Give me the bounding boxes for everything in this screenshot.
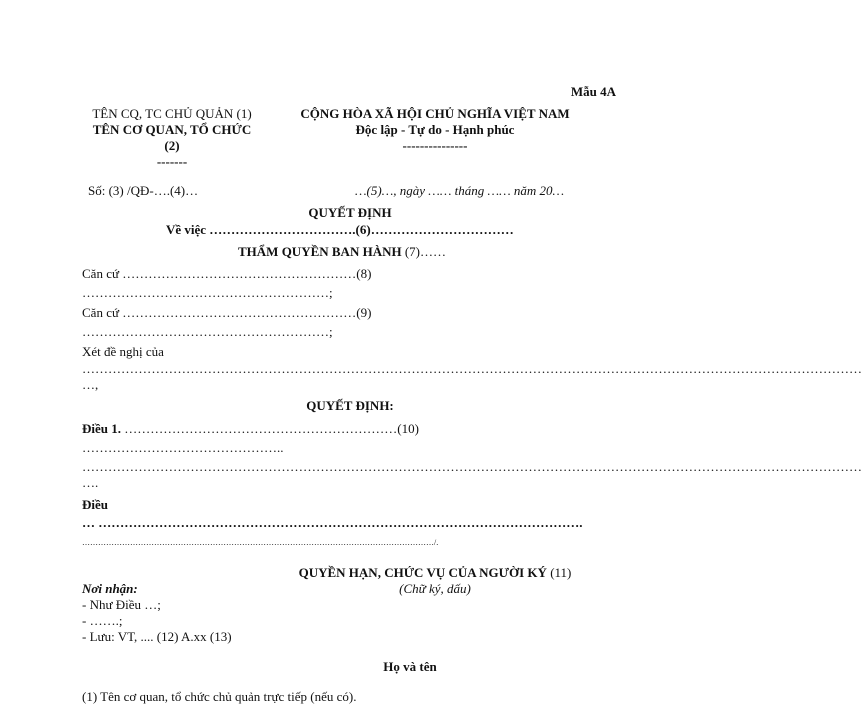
article-1-end: …. <box>82 475 99 490</box>
signer-title-text: QUYỀN HẠN, CHỨC VỤ CỦA NGƯỜI KÝ <box>298 565 547 580</box>
issuing-authority <box>238 244 446 260</box>
document-title: QUYẾT ĐỊNH <box>308 205 392 220</box>
footnote: (1) Tên cơ quan, tổ chức chủ quản trực tiếp (nếu có). <box>82 689 357 704</box>
issuing-authority-suffix: (7)…… <box>401 244 447 259</box>
legal-basis-2: Căn cứ ………………………………………………(9) <box>82 305 372 320</box>
motto-divider: --------------- <box>402 138 468 153</box>
article-label: Điều <box>82 497 108 512</box>
legal-basis-1-cont: …………………………………………………; <box>82 285 333 300</box>
recipient-item: - Lưu: VT, .... (12) A.xx (13) <box>82 629 232 644</box>
agency-name-note: (2) <box>164 138 180 153</box>
issuing-authority-label: THẨM QUYỀN BAN HÀNH <box>238 244 402 259</box>
proposal-label: Xét đề nghị của <box>82 344 164 359</box>
decision-heading: QUYẾT ĐỊNH: <box>306 398 394 413</box>
recipients-heading: Nơi nhận: <box>82 581 138 596</box>
legal-basis-2-cont: …………………………………………………; <box>82 324 333 339</box>
article-dots: … …………………………………………………………………………………………………. <box>82 515 583 530</box>
agency-name: TÊN CƠ QUAN, TỔ CHỨC <box>92 122 252 137</box>
recipient-item: - Như Điều …; <box>82 597 161 612</box>
article-1-dots: ……………………………………………………………………………………………………………………………………………………………… <box>82 459 862 474</box>
article-1-label: Điều 1. <box>82 421 121 436</box>
signer-title-number: (11) <box>546 565 572 580</box>
document-number: Số: (3) /QĐ-….(4)… <box>88 183 199 198</box>
form-code: Mẫu 4A <box>570 84 616 99</box>
issuing-agency-block <box>82 106 262 170</box>
signer-title <box>270 565 600 581</box>
article-1 <box>82 421 419 437</box>
country-name: CỘNG HÒA XÃ HỘI CHỦ NGHĨA VIỆT NAM <box>300 106 570 121</box>
agency-divider: ------- <box>156 154 188 169</box>
place-and-date: …(5)…, ngày …… tháng …… năm 20… <box>355 183 565 198</box>
national-motto-block <box>270 106 600 154</box>
recipients-block <box>82 581 232 645</box>
article-1-text: ………………………………………………………(10) <box>121 421 419 436</box>
article-small-dots: ……………………………………………………………………………………………………………………/. <box>82 538 439 547</box>
article-1-cont: ……………………………………….. <box>82 440 284 455</box>
signer-name: Họ và tên <box>383 659 437 674</box>
signature-note: (Chữ ký, dấu) <box>399 581 471 596</box>
proposal-end: …, <box>82 377 99 392</box>
legal-basis-1: Căn cứ ………………………………………………(8) <box>82 266 372 281</box>
motto: Độc lập - Tự do - Hạnh phúc <box>355 122 515 137</box>
recipient-item: - …….; <box>82 613 123 628</box>
proposal-dots: ……………………………………………………………………………………………………………………………………………………………… <box>82 361 862 376</box>
parent-agency-name: TÊN CQ, TC CHỦ QUẢN (1) <box>92 106 252 121</box>
document-subject: Về việc …………………………….(6)…………………………… <box>166 222 514 237</box>
